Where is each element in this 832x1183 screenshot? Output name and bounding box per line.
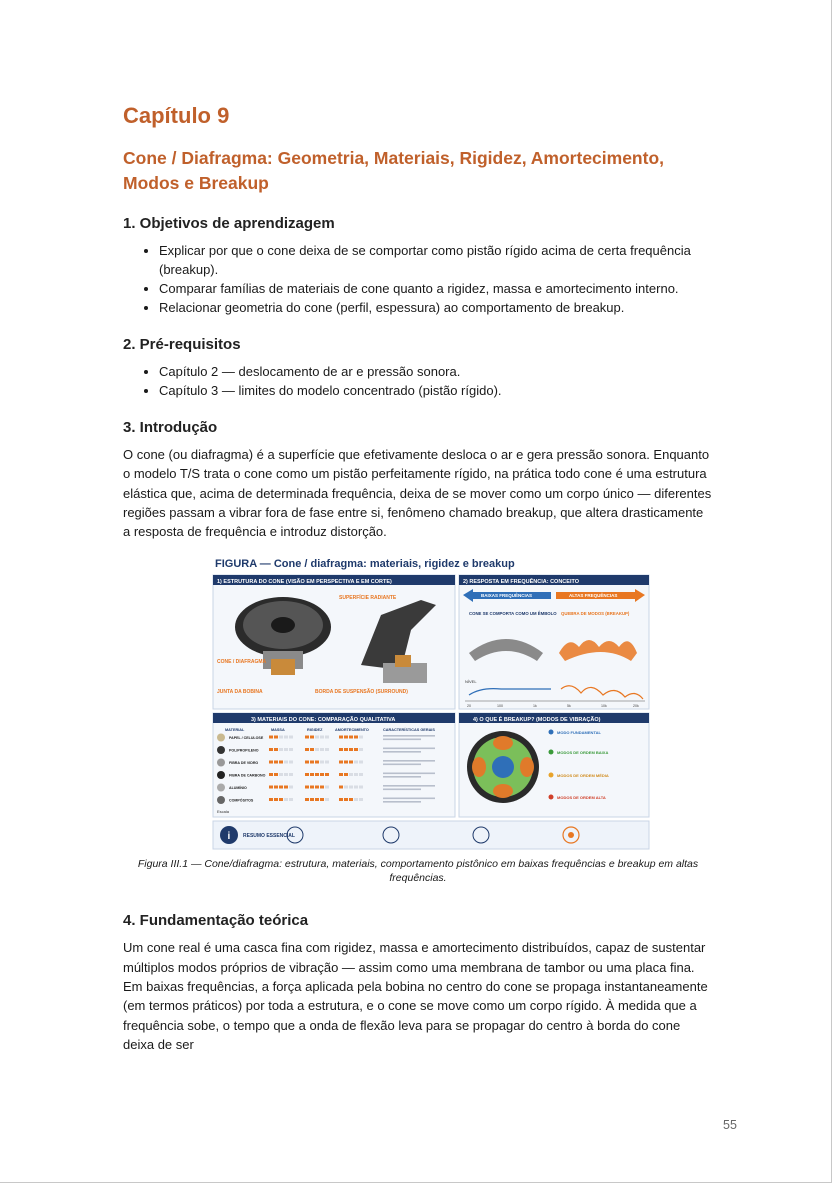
tick-label: 100 (497, 704, 503, 709)
rating-bar (315, 786, 319, 789)
rating-bar (315, 773, 319, 776)
rating-bar (269, 736, 273, 739)
description-line (383, 776, 421, 778)
rating-bar (279, 798, 283, 801)
rating-bar (274, 773, 278, 776)
description-line (383, 785, 435, 787)
chapter-title: Capítulo 9 (123, 103, 230, 128)
rating-bar (284, 786, 288, 789)
rating-bar (315, 736, 319, 739)
panel1-title: 1) ESTRUTURA DO CONE (VISÃO EM PERSPECTIVA E EM CORTE) (217, 579, 392, 586)
panel3-title: 3) MATERIAIS DO CONE: COMPARAÇÃO QUALITATIVA (251, 717, 396, 724)
rating-bar (305, 773, 309, 776)
rating-bar (320, 798, 324, 801)
material-swatch (217, 746, 225, 754)
description-line (383, 773, 435, 775)
rating-bar (349, 773, 353, 776)
piston-label: CONE SE COMPORTA COMO UM ÊMBOLO (469, 611, 557, 617)
section-heading-objectives: 1. Objetivos de aprendizagem (123, 215, 335, 232)
rating-bar (359, 748, 363, 751)
rating-bar (320, 761, 324, 764)
rating-bar (274, 748, 278, 751)
material-swatch (217, 784, 225, 792)
rating-bar (269, 761, 273, 764)
material-swatch (217, 759, 225, 767)
rating-bar (339, 761, 343, 764)
rating-bar (284, 773, 288, 776)
tick-label: 5k (567, 704, 571, 709)
theory-paragraph: Um cone real é uma casca fina com rigidez, massa e amortecimento distribuídos, capaz de sustentar múltiplos modos próprios de vibração — assim como uma membrana de tambor ou uma placa fina. Em baixas frequências, a força aplicada pela bobina no centro do cone se propaga instantaneamente (em termos práticos) por toda a estrutura, e o cone se move como um corpo rígido. À medida que a frequência sobe, o tempo que a onda de flexão leva para se propagar do centro à borda do cone deixa de ser (123, 940, 708, 1052)
rating-bar (339, 773, 343, 776)
page-number: 55 (723, 1118, 737, 1132)
rating-bar (279, 786, 283, 789)
rating-bar (279, 773, 283, 776)
rating-bar (349, 736, 353, 739)
rating-bar (359, 786, 363, 789)
rating-bar (310, 798, 314, 801)
rating-bar (315, 798, 319, 801)
prereq-list (123, 362, 713, 400)
mode-label: MODOS DE ORDEM BAIXA (557, 750, 609, 756)
chapter-subtitle-text: Cone / Diafragma: Geometria, Materiais, Rigidez, Amortecimento, Modos e Breakup (123, 148, 665, 193)
rating-bar (269, 773, 273, 776)
description-line (383, 801, 421, 803)
table-header: AMORTECIMENTO (335, 728, 369, 733)
rating-bar (284, 748, 288, 751)
tick-label: 10k (601, 704, 607, 709)
rating-bar (289, 773, 293, 776)
rating-bar (344, 773, 348, 776)
description-line (383, 798, 435, 800)
list-item: • Comparar famílias de materiais de cone quanto a rigidez, massa e amortecimento interno. (159, 279, 713, 298)
rating-bar (289, 798, 293, 801)
description-line (383, 735, 435, 737)
material-name: FIBRA DE VIDRO (229, 761, 259, 766)
material-name: FIBRA DE CARBONO (229, 773, 266, 778)
rating-bar (349, 798, 353, 801)
rating-bar (325, 761, 329, 764)
table-header: CARACTERÍSTICAS GERAIS (383, 728, 435, 733)
chapter-subtitle (123, 146, 713, 196)
section-heading-intro: 3. Introdução (123, 419, 218, 436)
rating-bar (305, 786, 309, 789)
panel-breakup-modes (459, 713, 649, 817)
rating-bar (320, 736, 324, 739)
rating-bar (339, 748, 343, 751)
axis-label: NÍVEL (465, 679, 477, 685)
info-icon: i (227, 831, 231, 843)
rating-bar (310, 748, 314, 751)
rating-bar (269, 798, 273, 801)
list-item: • Capítulo 2 — deslocamento de ar e pressão sonora. (159, 362, 713, 381)
rating-bar (289, 761, 293, 764)
list-item: • Explicar por que o cone deixa de se comportar como pistão rígido acima de certa frequência (breakup). (159, 241, 713, 279)
rating-bar (354, 761, 358, 764)
scale-label: Escala (217, 809, 230, 815)
rating-bar (305, 798, 309, 801)
rating-bar (305, 736, 309, 739)
rating-bar (269, 748, 273, 751)
material-name: ALUMÍNIO (229, 786, 247, 791)
rating-bar (344, 786, 348, 789)
rating-bar (320, 786, 324, 789)
material-name: COMPÓSITOS (229, 798, 254, 803)
rating-bar (339, 786, 343, 789)
table-header: RIGIDEZ (307, 728, 323, 733)
rating-bar (274, 786, 278, 789)
rating-bar (359, 761, 363, 764)
panel2-title: 2) RESPOSTA EM FREQUÊNCIA: CONCEITO (463, 579, 580, 586)
material-swatch (217, 734, 225, 742)
tick-label: 20 (467, 704, 471, 709)
rating-bar (305, 748, 309, 751)
rating-bar (284, 798, 288, 801)
intro-paragraph: O cone (ou diafragma) é a superfície que efetivamente desloca o ar e gera pressão sonora. Enquanto o modelo T/S trata o cone como um pistão perfeitamente rígido, na prática todo cone é uma estrutura elástica que, acima de determinada frequência, deixa de se mover como um corpo único — diferentes regiões passam a vibrar fora de fase entre si, fenômeno chamado breakup, que altera drasticamente a resposta de frequência e introduz distorção. (123, 447, 712, 540)
list-item: • Relacionar geometria do cone (perfil, espessura) ao comportamento de breakup. (159, 298, 713, 317)
label-joint: JUNTA DA BOBINA (217, 689, 263, 696)
rating-bar (344, 748, 348, 751)
rating-bar (310, 786, 314, 789)
rating-bar (354, 798, 358, 801)
mode-label: MODO FUNDAMENTAL (557, 730, 601, 736)
table-header: MASSA (271, 728, 285, 733)
mode-label: MODOS DE ORDEM ALTA (557, 795, 606, 801)
rating-bar (339, 736, 343, 739)
rating-bar (349, 748, 353, 751)
label-surface: SUPERFÍCIE RADIANTE (339, 595, 397, 602)
rating-bar (284, 761, 288, 764)
section-heading-theory: 4. Fundamentação teórica (123, 912, 309, 930)
tick-label: 20k (633, 704, 639, 709)
rating-bar (359, 798, 363, 801)
panel-structure (213, 575, 455, 709)
rating-bar (349, 786, 353, 789)
rating-bar (279, 761, 283, 764)
figure-graphic (211, 555, 651, 851)
rating-bar (339, 798, 343, 801)
rating-bar (310, 761, 314, 764)
low-freq-label: BAIXAS FREQUÊNCIAS (481, 593, 533, 599)
breakup-label: QUEBRA DE MODOS (BREAKUP) (561, 611, 630, 617)
rating-bar (284, 736, 288, 739)
rating-bar (289, 786, 293, 789)
rating-bar (349, 761, 353, 764)
material-swatch (217, 771, 225, 779)
rating-bar (359, 773, 363, 776)
rating-bar (320, 748, 324, 751)
material-swatch (217, 796, 225, 804)
rating-bar (344, 761, 348, 764)
panel-materials (213, 713, 455, 817)
rating-bar (325, 786, 329, 789)
rating-bar (354, 773, 358, 776)
rating-bar (305, 761, 309, 764)
description-line (383, 739, 421, 741)
label-cone: CONE / DIAFRAGMA (217, 659, 267, 666)
figure-caption: Figura III.1 — Cone/diafragma: estrutura, materiais, comportamento pistônico em baixas frequências e breakup em altas frequências. (137, 858, 699, 885)
tick-label: 1k (533, 704, 537, 709)
rating-bar (344, 798, 348, 801)
rating-bar (320, 773, 324, 776)
figure-title: FIGURA — Cone / diafragma: materiais, rigidez e breakup (215, 558, 515, 571)
panel-frequency-response (459, 575, 649, 709)
material-name: POLIPROPILENO (229, 748, 259, 753)
rating-bar (359, 736, 363, 739)
description-line (383, 789, 421, 791)
summary-title: RESUMO ESSENCIAL (243, 833, 295, 840)
rating-bar (310, 736, 314, 739)
rating-bar (269, 786, 273, 789)
rating-bar (274, 736, 278, 739)
panel4-title: 4) O QUE É BREAKUP? (MODOS DE VIBRAÇÃO) (473, 717, 601, 724)
rating-bar (325, 773, 329, 776)
panel-summary (213, 821, 649, 849)
rating-bar (325, 748, 329, 751)
rating-bar (310, 773, 314, 776)
rating-bar (279, 736, 283, 739)
rating-bar (344, 736, 348, 739)
rating-bar (315, 761, 319, 764)
rating-bar (354, 748, 358, 751)
description-line (383, 764, 421, 766)
description-line (383, 748, 435, 750)
rating-bar (289, 736, 293, 739)
description-line (383, 760, 435, 762)
description-line (383, 751, 421, 753)
list-item: • Capítulo 3 — limites do modelo concentrado (pistão rígido). (159, 381, 713, 400)
page-content (123, 102, 713, 1054)
rating-bar (274, 798, 278, 801)
rating-bar (315, 748, 319, 751)
figure (211, 555, 651, 851)
rating-bar (274, 761, 278, 764)
section-heading-prereq: 2. Pré-requisitos (123, 336, 241, 353)
rating-bar (354, 736, 358, 739)
high-freq-label: ALTAS FREQUÊNCIAS (569, 593, 618, 599)
table-header: MATERIAL (225, 728, 245, 733)
label-surround: BORDA DE SUSPENSÃO (SURROUND) (315, 689, 408, 696)
rating-bar (325, 798, 329, 801)
rating-bar (354, 786, 358, 789)
mode-label: MODOS DE ORDEM MÉDIA (557, 773, 609, 779)
material-name: PAPEL / CELULOSE (229, 736, 264, 741)
objectives-list (123, 241, 713, 317)
rating-bar (289, 748, 293, 751)
rating-bar (325, 736, 329, 739)
rating-bar (279, 748, 283, 751)
